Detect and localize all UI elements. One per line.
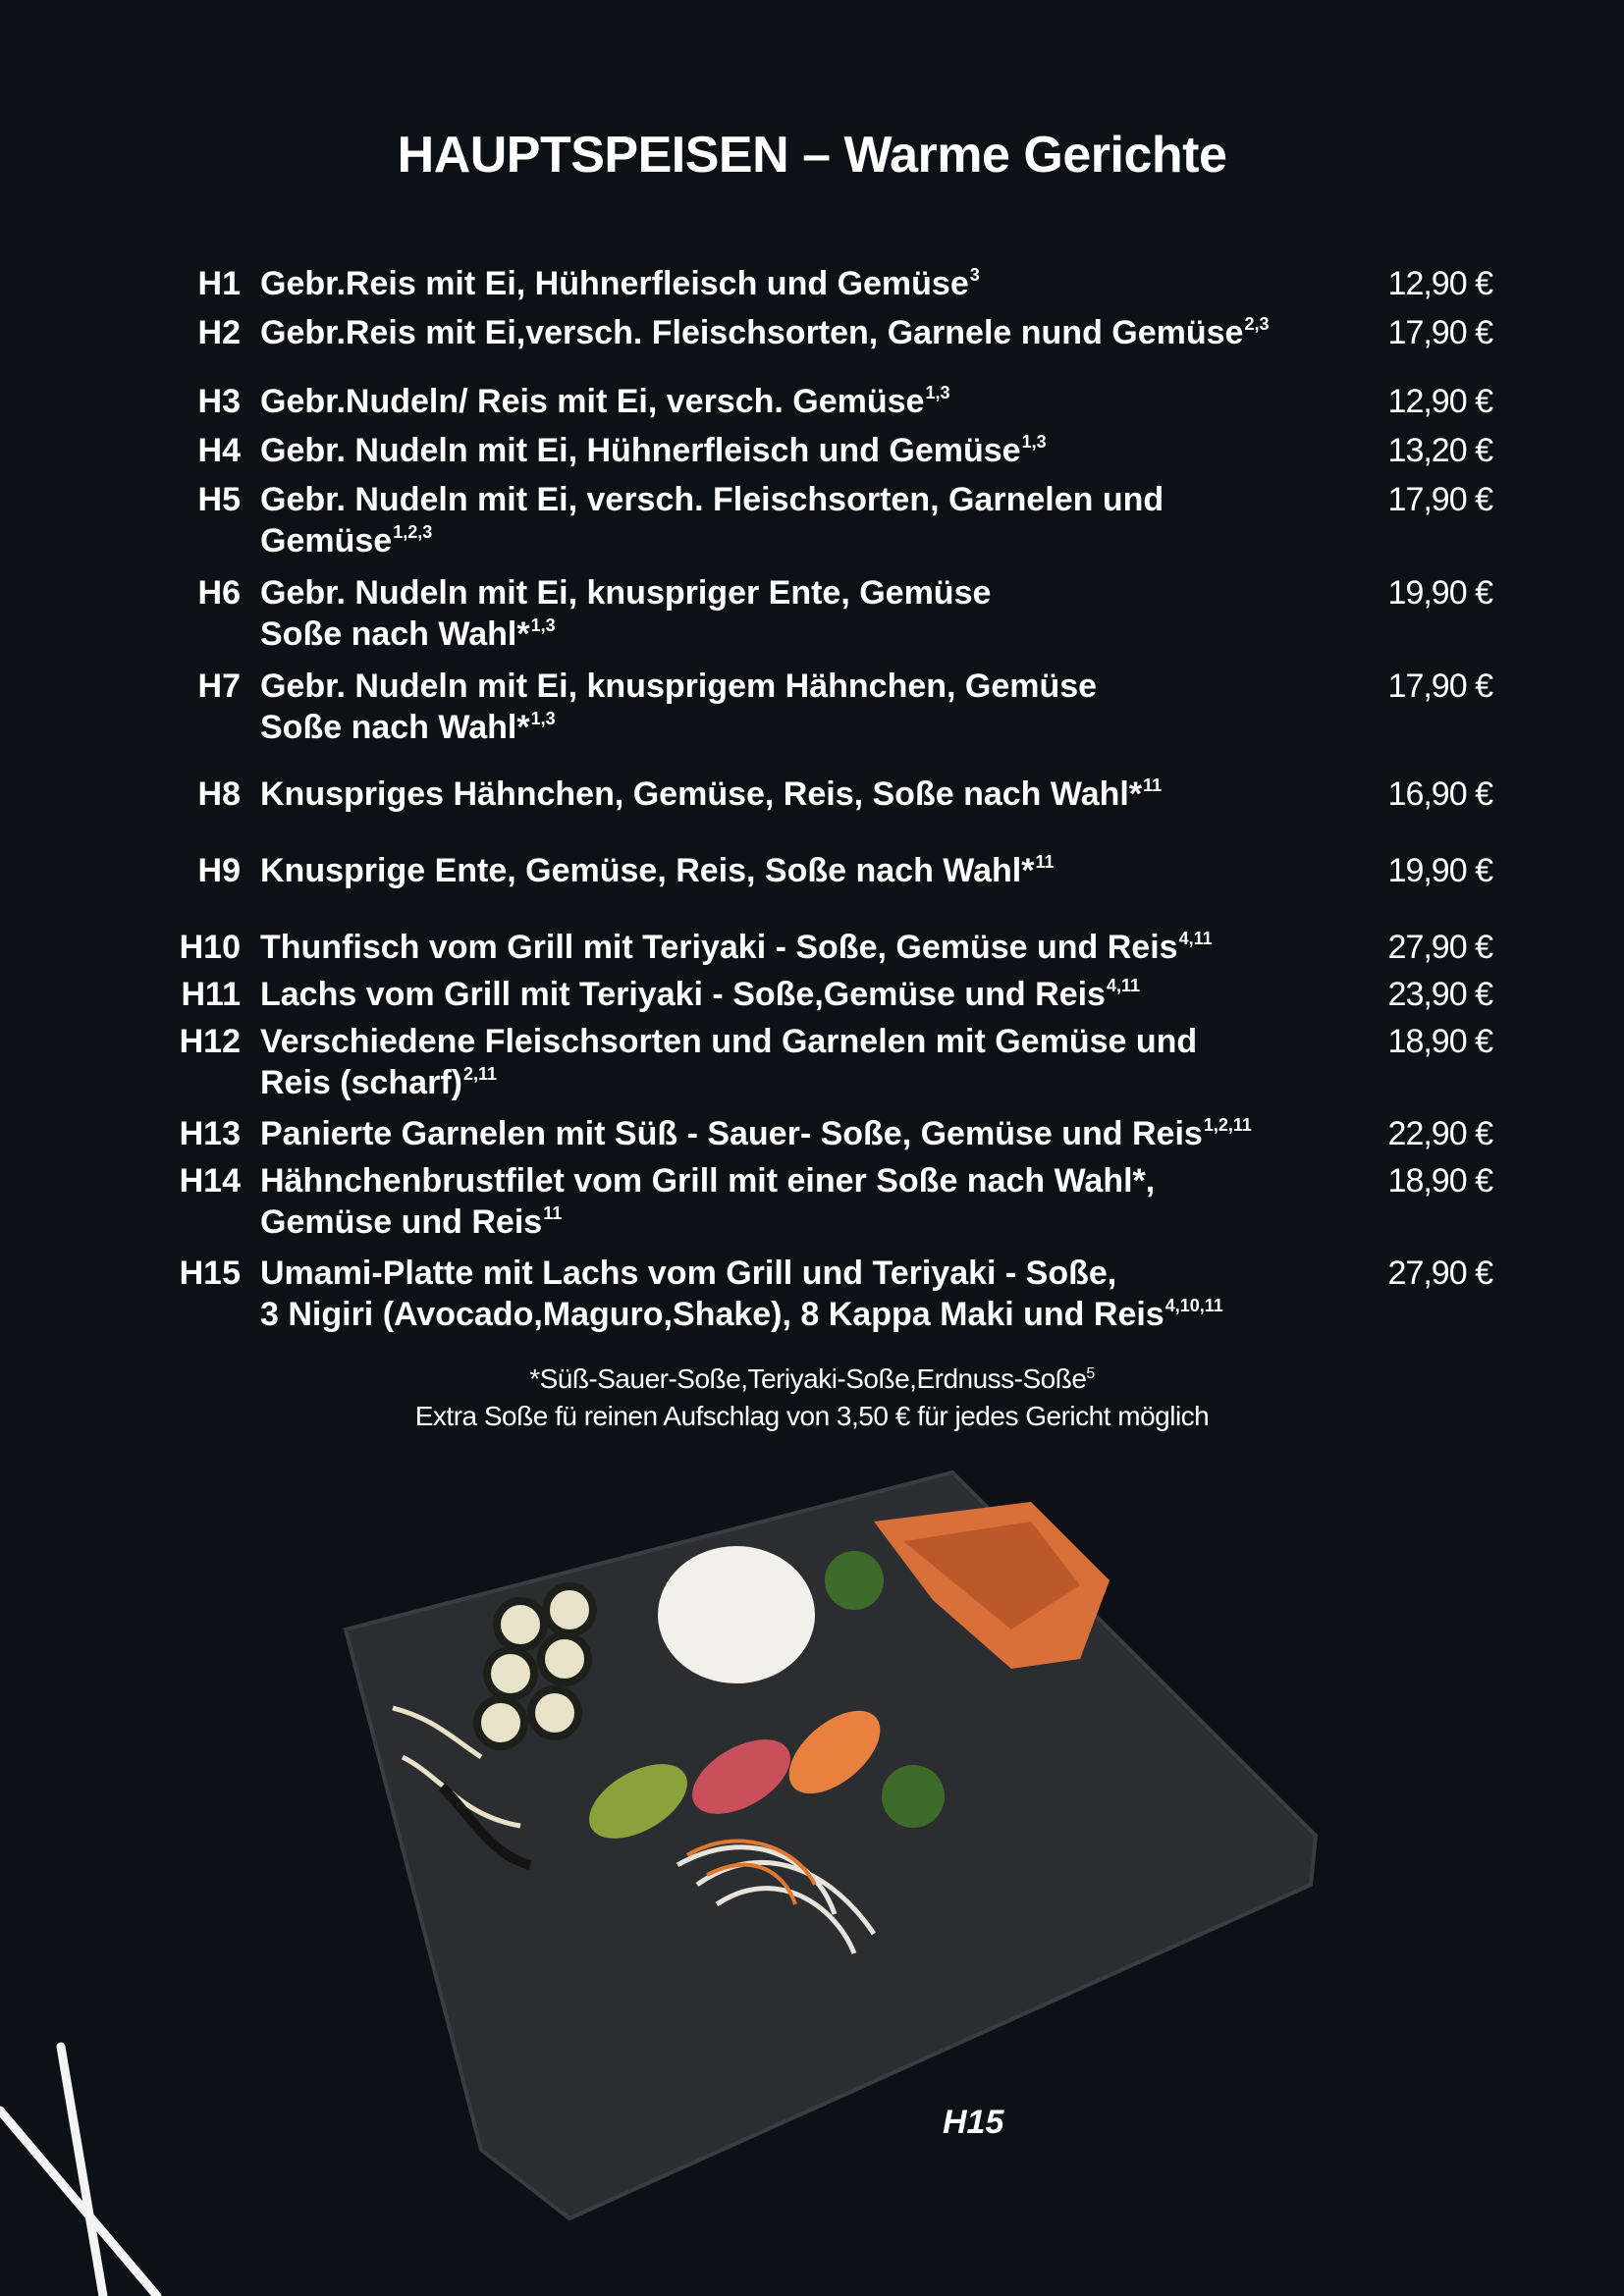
item-description-line [260, 381, 1242, 422]
item-price: 19,90 € [1387, 852, 1492, 889]
item-description-text: Umami-Platte mit Lachs vom Grill und Teriyaki - Soße, [260, 1255, 1117, 1292]
item-description [260, 263, 1242, 304]
item-price: 17,90 € [1387, 314, 1492, 351]
item-description-text: Gebr. Nudeln mit Ei, knusprigem Hähnchen, Gemüse [260, 667, 1098, 705]
item-description-line [260, 1294, 1242, 1335]
sauce-note-sup: 5 [1086, 1365, 1095, 1382]
herb-garnish-2 [882, 1765, 945, 1828]
item-description [260, 381, 1242, 422]
item-description-line [260, 1113, 1252, 1154]
item-price: 12,90 € [1387, 265, 1492, 302]
dish-photo [324, 1463, 1345, 2228]
item-price: 19,90 € [1387, 574, 1492, 612]
extra-sauce-note: Extra Soße fü reinen Aufschlag von 3,50 € für jedes Gericht möglich [414, 1401, 1210, 1431]
item-price: 23,90 € [1387, 976, 1492, 1013]
item-description-text: Knusprige Ente, Gemüse, Reis, Soße nach Wahl* [260, 852, 1035, 889]
item-code: H11 [181, 976, 241, 1013]
item-description-line [260, 312, 1270, 353]
item-description-text: Reis (scharf) [260, 1064, 462, 1101]
item-description-line [260, 1021, 1242, 1062]
item-description-text: Gebr.Nudeln/ Reis mit Ei, versch. Gemüse [260, 383, 925, 420]
item-description-line [260, 774, 1242, 815]
item-description-text: Soße nach Wahl* [260, 615, 530, 653]
item-price: 16,90 € [1387, 775, 1492, 813]
item-description-line [260, 430, 1242, 471]
item-price: 12,90 € [1387, 383, 1492, 420]
item-description [260, 479, 1242, 561]
item-code: H3 [197, 383, 241, 420]
item-description-text: Lachs vom Grill mit Teriyaki - Soße,Gemüse und Reis [260, 976, 1106, 1013]
allergen-superscript: 1,3 [1021, 432, 1047, 452]
item-description-text: Verschiedene Fleischsorten und Garnelen mit Gemüse und [260, 1023, 1198, 1060]
item-description [260, 774, 1242, 815]
item-code: H10 [179, 929, 241, 966]
item-description [260, 1160, 1242, 1243]
item-description-line [260, 614, 1242, 655]
item-description [260, 850, 1242, 891]
item-price: 18,90 € [1387, 1162, 1492, 1200]
item-price: 13,20 € [1387, 432, 1492, 469]
photo-caption: H15 [943, 2104, 1004, 2141]
item-description [260, 312, 1270, 353]
item-description [260, 927, 1242, 968]
item-description-line [260, 572, 1242, 614]
item-description-line [260, 520, 1242, 561]
item-code: H12 [179, 1023, 241, 1060]
item-code: H9 [197, 852, 241, 889]
item-description-line [260, 263, 1242, 304]
item-description-line [260, 707, 1242, 748]
item-price: 22,90 € [1387, 1115, 1492, 1152]
item-description-text: Gebr. Nudeln mit Ei, versch. Fleischsorten, Garnelen und [260, 481, 1164, 518]
item-description [260, 572, 1242, 655]
item-code: H2 [197, 314, 241, 351]
item-price: 27,90 € [1387, 929, 1492, 966]
allergen-superscript: 1,3 [530, 615, 556, 635]
allergen-superscript: 4,11 [1106, 976, 1141, 995]
chopsticks-icon [0, 2032, 177, 2296]
allergen-superscript: 2,3 [1244, 314, 1270, 334]
allergen-superscript: 1,2,3 [393, 522, 433, 542]
allergen-superscript: 4,11 [1178, 929, 1213, 948]
item-code: H7 [197, 667, 241, 705]
item-description-text: Gemüse und Reis [260, 1203, 543, 1241]
item-description-text: Gebr. Nudeln mit Ei, knuspriger Ente, Gemüse [260, 574, 992, 612]
item-price: 17,90 € [1387, 481, 1492, 518]
item-price: 17,90 € [1387, 667, 1492, 705]
sauce-note-text: *Süß-Sauer-Soße,Teriyaki-Soße,Erdnuss-Soße [529, 1363, 1087, 1394]
item-description [260, 430, 1242, 471]
rice-mound [658, 1546, 815, 1683]
item-code: H8 [197, 775, 241, 813]
item-description-line [260, 1062, 1242, 1103]
item-code: H13 [179, 1115, 241, 1152]
item-description [260, 1113, 1252, 1154]
item-description-line [260, 927, 1242, 968]
item-description-text: Hähnchenbrustfilet vom Grill mit einer Soße nach Wahl*, [260, 1162, 1156, 1200]
item-description-text: Gebr.Reis mit Ei, Hühnerfleisch und Gemüse [260, 265, 969, 302]
item-code: H15 [179, 1255, 241, 1292]
item-code: H1 [197, 265, 241, 302]
item-code: H6 [197, 574, 241, 612]
item-description-line [260, 479, 1242, 520]
allergen-superscript: 2,11 [462, 1064, 498, 1084]
item-description-line [260, 1253, 1242, 1294]
allergen-superscript: 1,3 [925, 383, 950, 402]
item-description-text: Gebr. Nudeln mit Ei, Hühnerfleisch und Gemüse [260, 432, 1021, 469]
allergen-superscript: 3 [969, 265, 980, 285]
item-code: H14 [179, 1162, 241, 1200]
item-description-text: Knuspriges Hähnchen, Gemüse, Reis, Soße nach Wahl* [260, 775, 1143, 813]
item-description [260, 1253, 1242, 1335]
item-code: H4 [197, 432, 241, 469]
allergen-superscript: 11 [1143, 775, 1163, 795]
allergen-superscript: 4,10,11 [1164, 1296, 1223, 1315]
item-description-line [260, 850, 1242, 891]
item-description-line [260, 1160, 1242, 1201]
item-description-text: Soße nach Wahl* [260, 709, 530, 746]
item-description [260, 974, 1242, 1015]
item-description-line [260, 666, 1242, 707]
item-description-text: Gebr.Reis mit Ei,versch. Fleischsorten, Garnele nund Gemüse [260, 314, 1244, 351]
item-price: 18,90 € [1387, 1023, 1492, 1060]
item-code: H5 [197, 481, 241, 518]
item-description [260, 1021, 1242, 1103]
item-description-text: Thunfisch vom Grill mit Teriyaki - Soße, Gemüse und Reis [260, 929, 1178, 966]
item-description-text: Gemüse [260, 522, 393, 560]
allergen-superscript: 11 [1035, 852, 1055, 872]
item-description [260, 666, 1242, 748]
allergen-superscript: 1,3 [530, 709, 556, 728]
item-description-line [260, 1201, 1242, 1243]
item-price: 27,90 € [1387, 1255, 1492, 1292]
allergen-superscript: 11 [543, 1203, 563, 1223]
page-title: HAUPTSPEISEN – Warme Gerichte [397, 127, 1227, 184]
allergen-superscript: 1,2,11 [1203, 1115, 1252, 1135]
item-description-line [260, 974, 1242, 1015]
item-description-text: Panierte Garnelen mit Süß - Sauer- Soße, Gemüse und Reis [260, 1115, 1203, 1152]
item-description-text: 3 Nigiri (Avocado,Maguro,Shake), 8 Kappa Maki und Reis [260, 1296, 1164, 1333]
herb-garnish [825, 1551, 884, 1610]
